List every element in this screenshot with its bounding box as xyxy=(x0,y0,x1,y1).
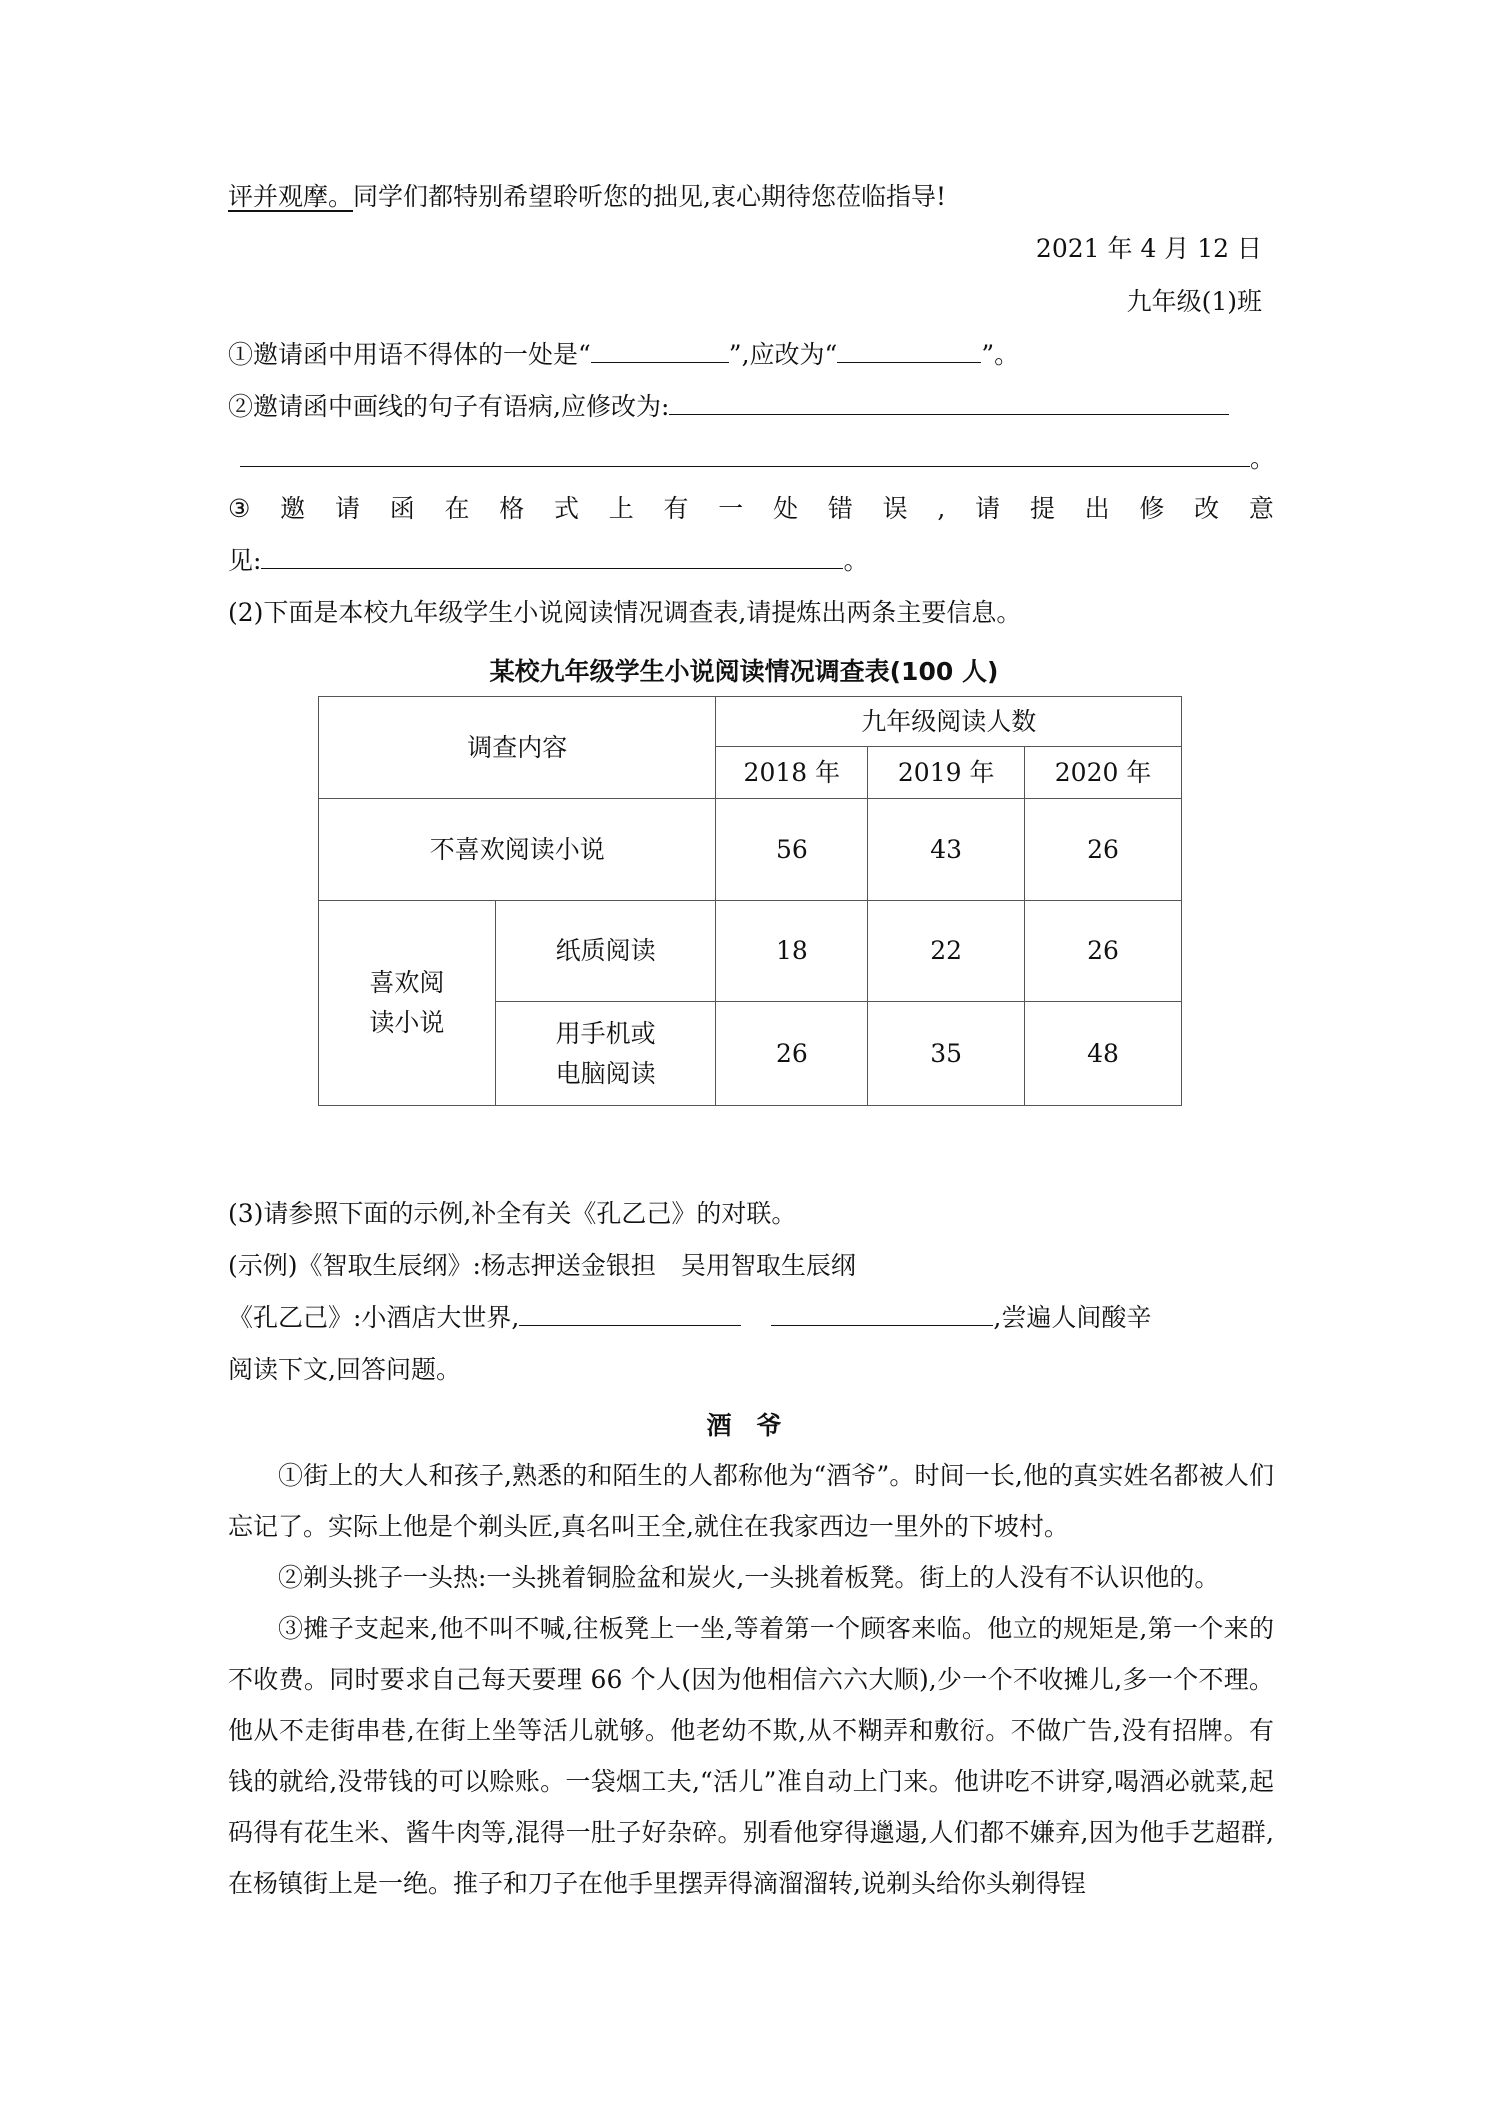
q3-char: 式 xyxy=(554,494,580,523)
answer-blank[interactable] xyxy=(261,544,843,569)
question-1 xyxy=(228,338,1019,372)
q3-char: 修 xyxy=(1139,494,1165,523)
q3-char: 邀 xyxy=(280,494,306,523)
header-content: 调查内容 xyxy=(319,697,716,799)
device-label-line1: 用手机或 xyxy=(555,1018,656,1048)
like-group-label xyxy=(319,901,496,1106)
letter-signature: 九年级(1)班 xyxy=(1126,287,1262,316)
q3-char: 误 xyxy=(882,494,908,523)
row-label: 不喜欢阅读小说 xyxy=(319,799,716,901)
device-label-line2: 电脑阅读 xyxy=(555,1058,656,1088)
q1-text-c: ”。 xyxy=(981,340,1020,369)
q3-char: 改 xyxy=(1194,494,1220,523)
table-row xyxy=(319,799,1182,901)
q3-char: 提 xyxy=(1029,494,1055,523)
couplet-task-a: 《孔乙己》:小酒店大世界, xyxy=(228,1303,520,1332)
story-title: 酒 爷 xyxy=(706,1411,782,1440)
cell-value: 22 xyxy=(868,901,1025,1002)
like-label-line1: 喜欢阅 xyxy=(369,968,445,997)
cell-value: 43 xyxy=(868,799,1025,901)
q2-text: ②邀请函中画线的句子有语病,应修改为: xyxy=(228,392,670,421)
q3-char: 函 xyxy=(389,494,415,523)
table-row xyxy=(319,901,1182,1002)
question-2-line2 xyxy=(240,442,1275,476)
survey-table xyxy=(318,696,1182,1106)
cell-value: 18 xyxy=(716,901,868,1002)
row-label xyxy=(495,1002,716,1106)
closing-text: 同学们都特别希望聆听您的拙见,衷心期待您莅临指导! xyxy=(353,182,947,211)
q3-end: 。 xyxy=(843,546,869,575)
header-group: 九年级阅读人数 xyxy=(716,697,1182,747)
cell-value: 26 xyxy=(1025,799,1182,901)
answer-blank[interactable] xyxy=(669,390,1229,415)
cell-value: 26 xyxy=(1025,901,1182,1002)
q3-char: 格 xyxy=(499,494,525,523)
part-2-prompt: (2)下面是本校九年级学生小说阅读情况调查表,请提炼出两条主要信息。 xyxy=(228,598,1022,627)
header-year: 2019 年 xyxy=(868,747,1025,799)
story-paragraph-3: ③摊子支起来,他不叫不喊,往板凳上一坐,等着第一个顾客来临。他立的规矩是,第一个来的不收费。同时要求自己每天要理 66 个人(因为他相信六六大顺),少一个不收摊儿,多一个不理。他从不走街串巷,在街上坐等活儿就够。他老幼不欺,从不糊弄和敷衍。不做广告,没有招牌。有钱的就给,没带钱的可以赊账。一袋烟工夫,“活儿”准自动上门来。他讲吃不讲穿,喝酒必就菜,起码得有花生米、酱牛肉等,混得一肚子好杂碎。别看他穿得邋遢,人们都不嫌弃,因为他手艺超群,在杨镇街上是一绝。推子和刀子在他手里摆弄得滴溜溜转,说剃头给你头剃得锃 xyxy=(228,1614,1274,1898)
q3-char: 处 xyxy=(773,494,799,523)
couplet-task-b: ,尝遍人间酸辛 xyxy=(993,1303,1152,1332)
answer-blank[interactable] xyxy=(837,338,981,363)
answer-blank[interactable] xyxy=(591,338,729,363)
q3-line2-text: 见: xyxy=(228,546,262,575)
cell-value: 48 xyxy=(1025,1002,1182,1106)
cell-value: 35 xyxy=(868,1002,1025,1106)
q3-char: 请 xyxy=(975,494,1001,523)
letter-date: 2021 年 4 月 12 日 xyxy=(1035,234,1262,263)
q1-text-b: ”,应改为“ xyxy=(728,340,838,369)
q3-char: 在 xyxy=(444,494,470,523)
q3-char: 错 xyxy=(827,494,853,523)
cell-value: 26 xyxy=(716,1002,868,1106)
q3-char: 上 xyxy=(608,494,634,523)
header-year: 2020 年 xyxy=(1025,747,1182,799)
question-3 xyxy=(228,492,1274,526)
q1-text-a: ①邀请函中用语不得体的一处是“ xyxy=(228,340,591,369)
story-paragraph-2: ②剃头挑子一头热:一头挑着铜脸盆和炭火,一头挑着板凳。街上的人没有不认识他的。 xyxy=(278,1563,1220,1592)
like-label-line2: 读小说 xyxy=(369,1008,445,1037)
letter-closing xyxy=(228,180,946,214)
question-2 xyxy=(228,390,1229,424)
q3-char: 出 xyxy=(1084,494,1110,523)
q3-char: , xyxy=(937,494,946,523)
q3-char: ③ xyxy=(228,494,251,523)
answer-blank[interactable] xyxy=(519,1301,741,1326)
story-paragraph-1: ①街上的大人和孩子,熟悉的和陌生的人都称他为“酒爷”。时间一长,他的真实姓名都被人们忘记了。实际上他是个剃头匠,真名叫王全,就住在我家西边一里外的下坡村。 xyxy=(228,1461,1274,1541)
row-label: 纸质阅读 xyxy=(495,901,716,1002)
q3-char: 意 xyxy=(1248,494,1274,523)
q3-char: 一 xyxy=(718,494,744,523)
answer-blank[interactable] xyxy=(771,1301,993,1326)
q3-char: 请 xyxy=(334,494,360,523)
answer-blank[interactable] xyxy=(240,442,1250,467)
q3-char: 有 xyxy=(663,494,689,523)
header-year: 2018 年 xyxy=(716,747,868,799)
couplet-example: (示例)《智取生辰纲》:杨志押送金银担 吴用智取生辰纲 xyxy=(228,1251,856,1280)
table-title: 某校九年级学生小说阅读情况调查表(100 人) xyxy=(489,657,999,686)
question-3-line2 xyxy=(228,544,868,578)
cell-value: 56 xyxy=(716,799,868,901)
q2-end: 。 xyxy=(1250,444,1276,473)
couplet-task xyxy=(228,1301,1151,1335)
part-3-prompt: (3)请参照下面的示例,补全有关《孔乙己》的对联。 xyxy=(228,1199,797,1228)
reading-intro: 阅读下文,回答问题。 xyxy=(228,1355,461,1384)
underlined-sentence: 评并观摩。 xyxy=(228,182,354,211)
